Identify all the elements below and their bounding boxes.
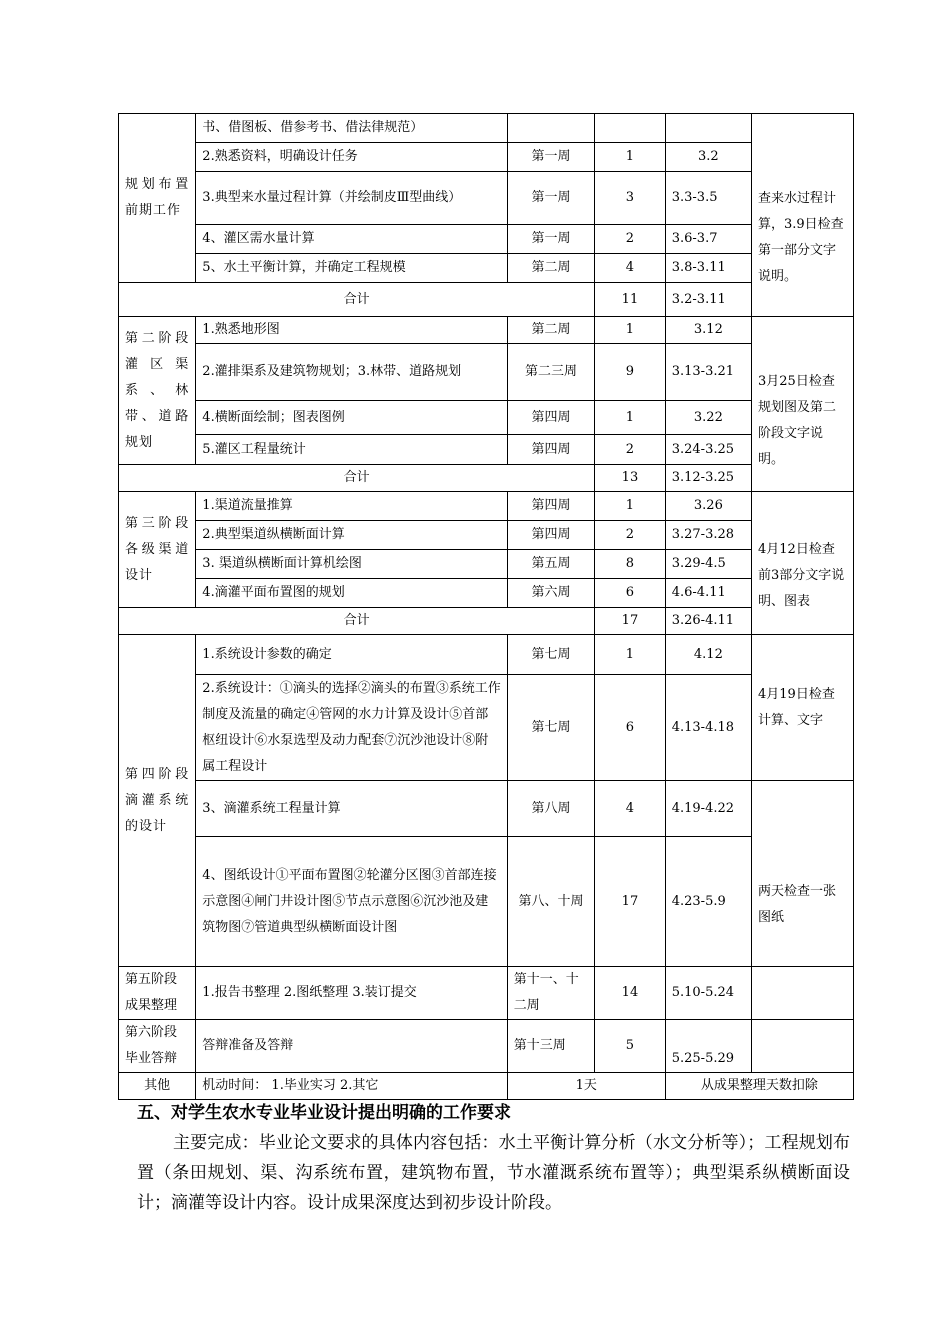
week-cell: 第四周 bbox=[507, 492, 594, 521]
week-cell: 第一周 bbox=[507, 225, 594, 254]
dates-cell: 3.27-3.28 bbox=[665, 521, 751, 550]
dates-cell: 5.10-5.24 bbox=[665, 967, 751, 1020]
dates-cell: 3.6-3.7 bbox=[665, 225, 751, 254]
week-cell: 第六周 bbox=[507, 579, 594, 608]
empty-note bbox=[752, 1020, 854, 1073]
task-cell: 4.滴灌平面布置图的规划 bbox=[196, 579, 507, 608]
total-days: 13 bbox=[595, 465, 666, 492]
total-row bbox=[119, 465, 854, 492]
task-cell: 2.典型渠道纵横断面计算 bbox=[196, 521, 507, 550]
days-cell: 1 bbox=[595, 635, 666, 675]
dates-cell: 5.25-5.29 bbox=[665, 1020, 751, 1073]
total-days: 11 bbox=[595, 283, 666, 317]
table-row bbox=[119, 114, 854, 143]
days-cell: 1 bbox=[595, 143, 666, 172]
total-label: 合计 bbox=[119, 608, 595, 635]
days-cell: 4 bbox=[595, 254, 666, 283]
days-cell: 2 bbox=[595, 521, 666, 550]
week-cell: 第四周 bbox=[507, 401, 594, 435]
week-cell: 第八、十周 bbox=[507, 837, 594, 967]
stage-label: 第六阶段毕业答辩 bbox=[119, 1020, 196, 1073]
dates-cell: 4.19-4.22 bbox=[665, 781, 751, 837]
stage-label: 第三阶段各级渠道设计 bbox=[119, 492, 196, 608]
task-cell: 2.灌排渠系及建筑物规划；3.林带、道路规划 bbox=[196, 344, 507, 401]
check-note: 4月19日检查计算、文字 bbox=[752, 635, 854, 781]
dates-cell: 3.24-3.25 bbox=[665, 435, 751, 465]
dates-cell bbox=[665, 114, 751, 143]
table-row bbox=[119, 401, 854, 435]
task-cell: 4、图纸设计①平面布置图②轮灌分区图③首部连接示意图④闸门井设计图⑤节点示意图⑥沉沙池及建筑物图⑦管道典型纵横断面设计图 bbox=[196, 837, 507, 967]
week-cell: 第十一、十二周 bbox=[507, 967, 594, 1020]
days-cell: 9 bbox=[595, 344, 666, 401]
task-cell: 机动时间： 1.毕业实习 2.其它 bbox=[196, 1073, 507, 1100]
week-cell: 第四周 bbox=[507, 521, 594, 550]
schedule-table bbox=[118, 113, 854, 1100]
dates-cell: 4.6-4.11 bbox=[665, 579, 751, 608]
dates-cell: 4.13-4.18 bbox=[665, 675, 751, 781]
task-cell: 4.横断面绘制；图表图例 bbox=[196, 401, 507, 435]
total-days: 17 bbox=[595, 608, 666, 635]
week-cell: 第五周 bbox=[507, 550, 594, 579]
task-cell: 1.系统设计参数的确定 bbox=[196, 635, 507, 675]
check-note: 3月25日检查规划图及第二阶段文字说明。 bbox=[752, 317, 854, 492]
section-paragraph: 主要完成：毕业论文要求的具体内容包括：水土平衡计算分析（水文分析等）；工程规划布置（条田规划、渠、沟系统布置，建筑物布置，节水灌溉系统布置等）；典型渠系纵横断面设计；滴灌等设计内容。设计成果深度达到初步设计阶段。 bbox=[137, 1133, 850, 1213]
week-cell: 第一周 bbox=[507, 172, 594, 225]
table-row bbox=[119, 675, 854, 781]
dates-cell: 3.29-4.5 bbox=[665, 550, 751, 579]
stage-label: 其他 bbox=[119, 1073, 196, 1100]
total-dates: 3.12-3.25 bbox=[665, 465, 751, 492]
task-cell: 2.熟悉资料，明确设计任务 bbox=[196, 143, 507, 172]
days-cell: 8 bbox=[595, 550, 666, 579]
days-cell: 1 bbox=[595, 401, 666, 435]
dates-cell: 3.8-3.11 bbox=[665, 254, 751, 283]
week-cell: 第二周 bbox=[507, 317, 594, 344]
task-cell: 1.熟悉地形图 bbox=[196, 317, 507, 344]
dates-cell: 3.13-3.21 bbox=[665, 344, 751, 401]
dates-cell: 4.12 bbox=[665, 635, 751, 675]
total-row bbox=[119, 608, 854, 635]
table-row bbox=[119, 1073, 854, 1100]
days-cell: 14 bbox=[595, 967, 666, 1020]
empty-note bbox=[752, 967, 854, 1020]
table-row bbox=[119, 143, 854, 172]
week-cell: 第十三周 bbox=[507, 1020, 594, 1073]
total-row bbox=[119, 283, 854, 317]
table-row bbox=[119, 254, 854, 283]
task-cell: 5.灌区工程量统计 bbox=[196, 435, 507, 465]
task-cell: 2.系统设计：①滴头的选择②滴头的布置③系统工作制度及流量的确定④管网的水力计算及设计⑤首部枢纽设计⑥水泵选型及动力配套⑦沉沙池设计⑧附属工程设计 bbox=[196, 675, 507, 781]
week-cell: 第七周 bbox=[507, 675, 594, 781]
days-cell: 6 bbox=[595, 675, 666, 781]
task-cell: 5、水土平衡计算，并确定工程规模 bbox=[196, 254, 507, 283]
days-cell: 17 bbox=[595, 837, 666, 967]
table-row bbox=[119, 521, 854, 550]
days-cell: 2 bbox=[595, 435, 666, 465]
dates-cell: 3.12 bbox=[665, 317, 751, 344]
week-cell: 第二周 bbox=[507, 254, 594, 283]
days-cell bbox=[595, 114, 666, 143]
check-note: 从成果整理天数扣除 bbox=[665, 1073, 853, 1100]
days-cell: 3 bbox=[595, 172, 666, 225]
task-cell: 1.渠道流量推算 bbox=[196, 492, 507, 521]
task-cell: 书、借图板、借参考书、借法律规范） bbox=[196, 114, 507, 143]
table-row bbox=[119, 435, 854, 465]
total-dates: 3.26-4.11 bbox=[665, 608, 751, 635]
table-row bbox=[119, 967, 854, 1020]
dates-cell: 4.23-5.9 bbox=[665, 837, 751, 967]
task-cell: 4、灌区需水量计算 bbox=[196, 225, 507, 254]
task-cell: 3. 渠道纵横断面计算机绘图 bbox=[196, 550, 507, 579]
table-row bbox=[119, 1020, 854, 1073]
stage-label: 规划布置前期工作 bbox=[119, 114, 196, 283]
table-row bbox=[119, 579, 854, 608]
week-cell bbox=[507, 114, 594, 143]
days-cell: 4 bbox=[595, 781, 666, 837]
days-cell: 1 bbox=[595, 317, 666, 344]
days-cell: 1 bbox=[595, 492, 666, 521]
week-cell: 第四周 bbox=[507, 435, 594, 465]
check-note: 4月12日检查前3部分文字说明、图表 bbox=[752, 492, 854, 635]
days-cell: 2 bbox=[595, 225, 666, 254]
dates-cell: 3.2 bbox=[665, 143, 751, 172]
task-cell: 3、滴灌系统工程量计算 bbox=[196, 781, 507, 837]
task-cell: 3.典型来水量过程计算（并绘制皮Ⅲ型曲线） bbox=[196, 172, 507, 225]
week-cell: 第七周 bbox=[507, 635, 594, 675]
task-cell: 答辩准备及答辩 bbox=[196, 1020, 507, 1073]
days-cell: 1天 bbox=[507, 1073, 665, 1100]
table-row bbox=[119, 492, 854, 521]
week-cell: 第二三周 bbox=[507, 344, 594, 401]
week-cell: 第八周 bbox=[507, 781, 594, 837]
table-row bbox=[119, 550, 854, 579]
dates-cell: 3.26 bbox=[665, 492, 751, 521]
task-cell: 1.报告书整理 2.图纸整理 3.装订提交 bbox=[196, 967, 507, 1020]
table-row bbox=[119, 635, 854, 675]
check-note: 查来水过程计算，3.9日检查第一部分文字说明。 bbox=[752, 114, 854, 317]
table-row bbox=[119, 837, 854, 967]
dates-cell: 3.3-3.5 bbox=[665, 172, 751, 225]
check-note: 两天检查一张图纸 bbox=[752, 781, 854, 967]
days-cell: 6 bbox=[595, 579, 666, 608]
stage-label: 第二阶段灌区渠系、林带、道路规划 bbox=[119, 317, 196, 465]
total-label: 合计 bbox=[119, 465, 595, 492]
dates-cell: 3.22 bbox=[665, 401, 751, 435]
table-row bbox=[119, 225, 854, 254]
table-row bbox=[119, 781, 854, 837]
stage-label: 第五阶段成果整理 bbox=[119, 967, 196, 1020]
section-heading: 五、对学生农水专业毕业设计提出明确的工作要求 bbox=[137, 1103, 511, 1123]
table-row bbox=[119, 172, 854, 225]
table-row bbox=[119, 344, 854, 401]
stage-label: 第四阶段滴灌系统的设计 bbox=[119, 635, 196, 967]
week-cell: 第一周 bbox=[507, 143, 594, 172]
total-label: 合计 bbox=[119, 283, 595, 317]
days-cell: 5 bbox=[595, 1020, 666, 1073]
total-dates: 3.2-3.11 bbox=[665, 283, 751, 317]
table-row bbox=[119, 317, 854, 344]
